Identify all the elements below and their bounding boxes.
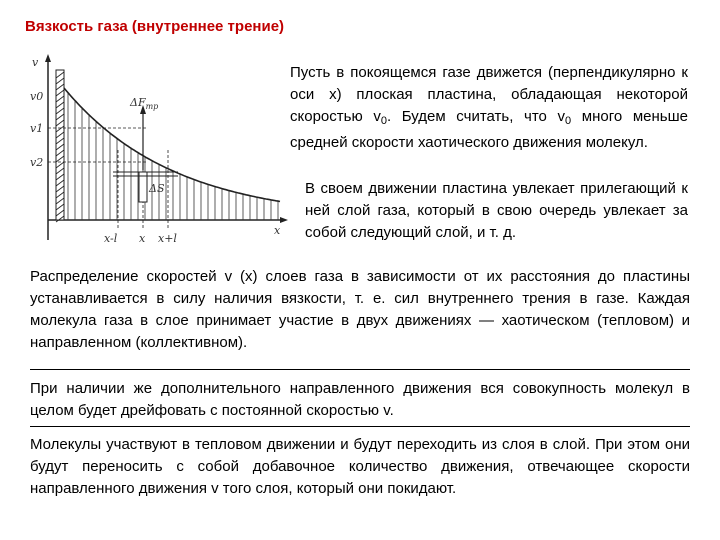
- label-v2: v2: [30, 156, 44, 169]
- velocity-lines: [68, 93, 278, 220]
- paragraph-drift: При наличии же дополнительного направленного движения вся совокупность молекул в целом будет дрейфовать с постоянной скоростью v.: [30, 380, 690, 419]
- label-area: ΔS: [149, 182, 165, 195]
- paragraph-plate-drag: В своем движении пластина увлекает прилегающий к ней слой газа, который в свою очередь увлекает за собой следующий слой, и т. д.: [305, 180, 688, 241]
- paragraph-intro: Пусть в покоящемся газе движется (перпендикулярно к оси x) плоская пластина, обладающая некоторой скоростью $v_0$. Будем считать, что $v_0$ много меньше средней скорости хаотического движения молекул.: [290, 64, 688, 151]
- label-x: x: [139, 232, 146, 245]
- label-x-plus-l: x+l: [158, 232, 177, 245]
- velocity-diagram: [18, 50, 290, 250]
- y-axis-arrow: [45, 54, 51, 62]
- x-axis-label: x: [274, 224, 281, 237]
- divider: [30, 426, 690, 427]
- slide-title: Вязкость газа (внутреннее трение): [25, 18, 285, 35]
- label-v1: v1: [30, 122, 44, 135]
- plate: [56, 70, 64, 222]
- y-axis-label: v: [32, 56, 39, 69]
- x-axis-arrow: [280, 217, 288, 223]
- paragraph-momentum: Молекулы участвуют в тепловом движении и будут переходить из слоя в слой. При этом они будут переносить с собой добавочное количество движения, отвечающее скорости направленного движения v того слоя, который они покидают.: [30, 436, 690, 497]
- label-x-minus-l: x-l: [104, 232, 118, 245]
- paragraph-distribution: Распределение скоростей v (x) слоев газа в зависимости от их расстояния до пластины устанавливается в силу наличия вязкости, т. е. сил внутреннего трения в газе. Каждая молекула газа в слое принимает участие в двух движениях — хаотическом (тепловом) и направленном (коллективном).: [30, 268, 690, 351]
- divider: [30, 369, 690, 370]
- label-force: $\Delta F_{тр}$: [130, 96, 159, 111]
- label-v0: v0: [30, 90, 44, 103]
